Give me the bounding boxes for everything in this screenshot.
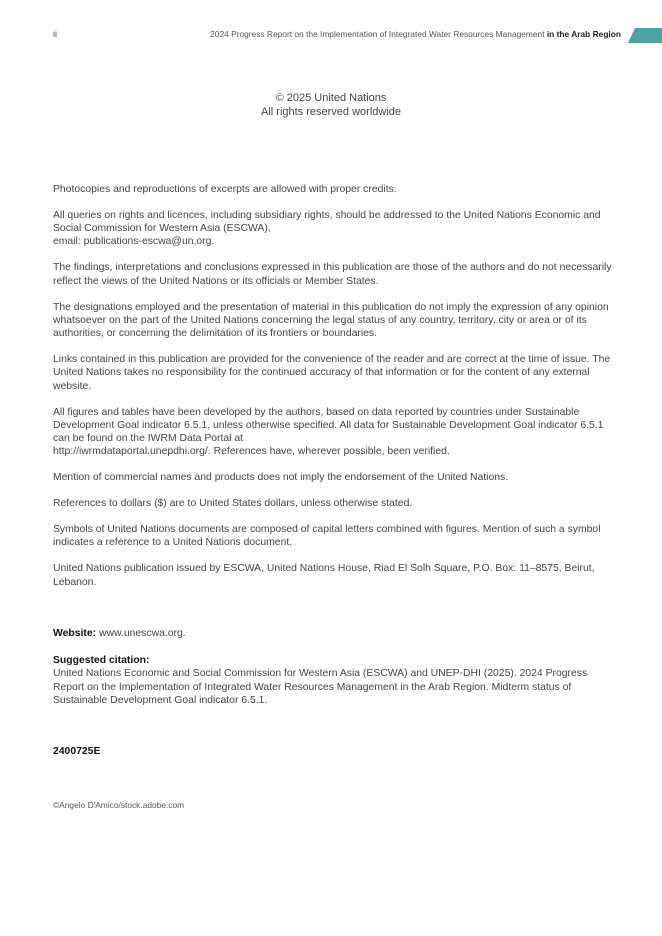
header-accent-tab — [628, 28, 662, 43]
rights-reserved-line: All rights reserved worldwide — [261, 106, 401, 118]
citation-label: Suggested citation: — [53, 655, 150, 666]
copyright-block — [0, 91, 662, 119]
paragraph-commercial-names: Mention of commercial names and products does not imply the endorsement of the United Nations. — [53, 472, 509, 484]
paragraph-figures-sources — [53, 406, 613, 459]
website-line — [53, 628, 186, 639]
paragraph-dollars: References to dollars ($) are to United States dollars, unless otherwise stated. — [53, 498, 413, 510]
legal-notice-body — [53, 183, 613, 601]
suggested-citation — [53, 654, 613, 707]
website-label: Website: — [53, 628, 97, 639]
paragraph-findings-disclaimer: The findings, interpretations and conclusions expressed in this publication are those of the authors and do not necessarily reflect the views of the United Nations or its officials or Member States. — [53, 262, 612, 287]
document-code: 2400725E — [53, 746, 101, 757]
paragraph-designations-disclaimer: The designations employed and the presentation of material in this publication do not imply the expression of any opinion whatsoever on the part of the United Nations concerning the legal status of any country, territory, city or area or of its authorities, or concerning the delimitation of its frontiers or boundaries. — [53, 301, 609, 340]
page-number: ii — [53, 29, 57, 39]
photo-credit: ©Angelo D'Amico/stock.adobe.com — [53, 800, 185, 810]
paragraph-links-disclaimer: Links contained in this publication are provided for the convenience of the reader and are correct at the time of issue. The United Nations takes no responsibility for the continued accuracy of that information or for the content of any external website. — [53, 354, 611, 392]
paragraph-publication-issued: United Nations publication issued by ESCWA, United Nations House, Riad El Solh Square, P.O. Box: 11–8575, Beirut, Lebanon. — [53, 563, 595, 588]
copyright-line: © 2025 United Nations — [275, 92, 387, 104]
figures-sources-text: All figures and tables have been developed by the authors, based on data reported by countries under Sustainable Development Goal indicator 6.5.1, unless otherwise specified. All data for Sustainable Development Goal indicator 6.5.1 can be found on the IWRM Data Portal at — [53, 406, 604, 445]
paragraph-photocopies: Photocopies and reproductions of excerpts are allowed with proper credits. — [53, 184, 397, 195]
citation-text: United Nations Economic and Social Commission for Western Asia (ESCWA) and UNEP-DHI (2025). 2024 Progress Report on the Implementation of Integrated Water Resources Management in the Arab Region. Midterm status of Sustainable Development Goal indicator 6.5.1. — [53, 668, 588, 706]
running-header-region: in the Arab Region — [546, 29, 621, 39]
data-portal-link: http://iwrmdataportal.unepdhi.org/. References have, wherever possible, been verified. — [53, 446, 450, 458]
paragraph-un-symbols: Symbols of United Nations documents are composed of capital letters combined with figures. Mention of such a symbol indicates a reference to a United Nations document. — [53, 524, 601, 549]
website-url: www.unescwa.org. — [96, 628, 186, 639]
paragraph-rights-queries — [53, 209, 613, 249]
contact-email: email: publications-escwa@un.org. — [53, 236, 215, 248]
running-header — [210, 29, 621, 39]
running-header-title: 2024 Progress Report on the Implementation of Integrated Water Resources Management — [210, 29, 547, 39]
rights-queries-text: All queries on rights and licences, including subsidiary rights, should be addressed to the United Nations Economic and Social Commission for Western Asia (ESCWA), — [53, 209, 601, 235]
